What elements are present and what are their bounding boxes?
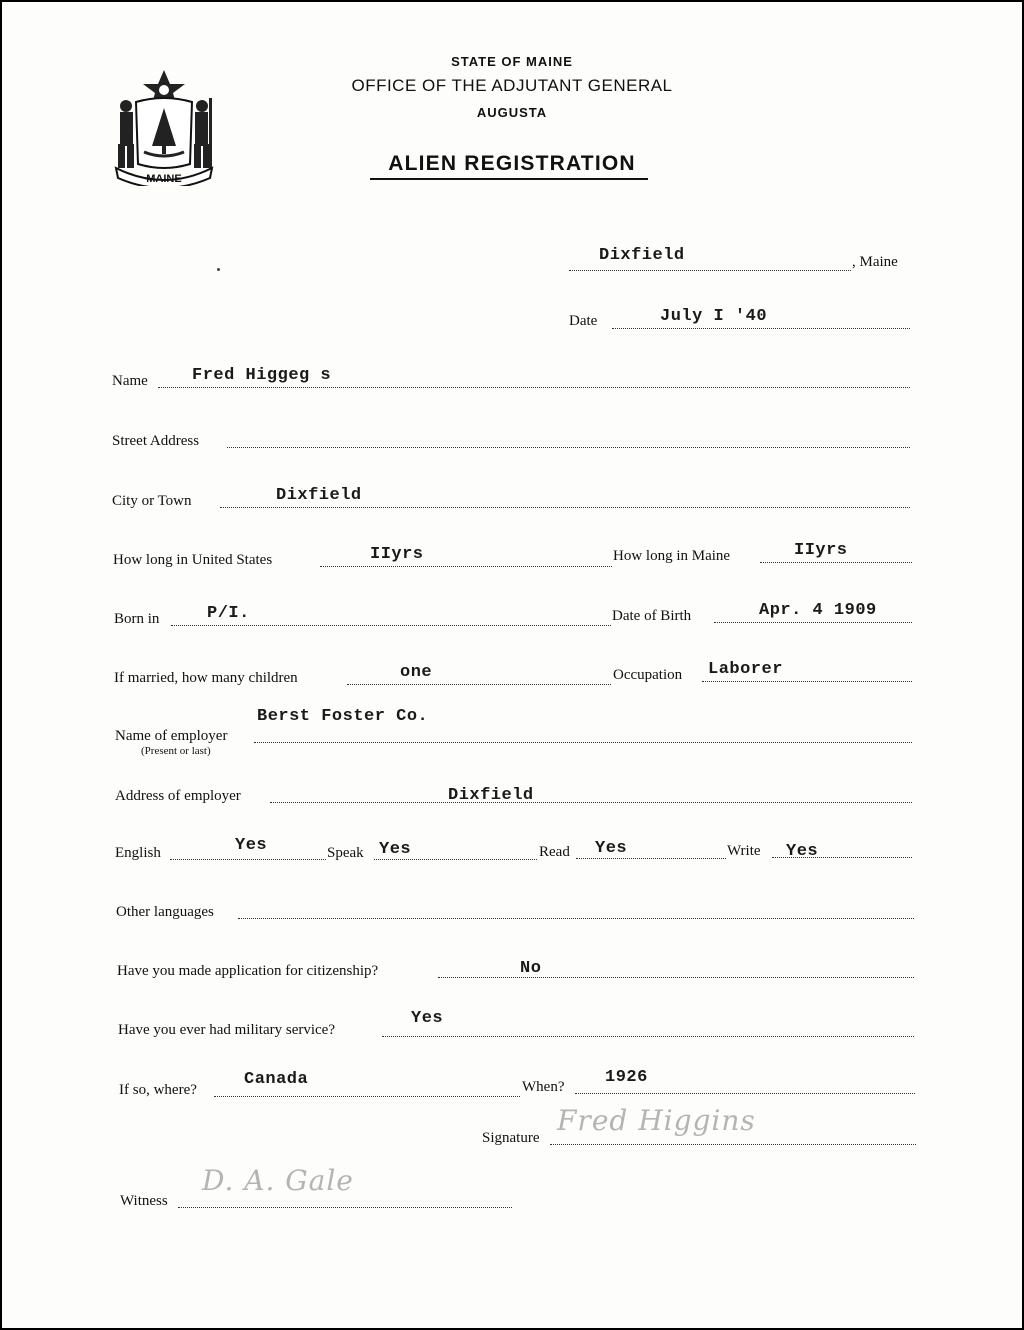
speck	[217, 268, 220, 271]
witness-label: Witness	[120, 1193, 168, 1209]
city-label: City or Town	[112, 493, 192, 509]
read-value: Yes	[595, 839, 628, 858]
how-long-us-line	[320, 566, 612, 567]
how-long-us-label: How long in United States	[113, 552, 273, 568]
children-value: one	[400, 663, 433, 682]
read-label: Read	[539, 844, 570, 860]
header-state: STATE OF MAINE	[451, 54, 573, 69]
header-office: OFFICE OF THE ADJUTANT GENERAL	[351, 76, 673, 95]
name-line	[158, 387, 910, 388]
how-long-maine-line	[760, 562, 912, 563]
where-label: If so, where?	[119, 1082, 197, 1098]
english-line	[170, 859, 326, 860]
dob-line	[714, 622, 912, 623]
where-line	[214, 1096, 520, 1097]
when-label: When?	[522, 1079, 565, 1095]
name-label: Name	[112, 373, 148, 389]
write-label: Write	[727, 843, 761, 859]
form-title: ALIEN REGISTRATION	[388, 152, 636, 175]
born-in-label: Born in	[114, 611, 160, 627]
city-value: Dixfield	[276, 486, 362, 505]
place-value: Dixfield	[599, 246, 685, 265]
occupation-value: Laborer	[708, 660, 783, 679]
citizenship-label: Have you made application for citizenship?	[117, 963, 379, 979]
street-label: Street Address	[112, 433, 200, 449]
military-line	[382, 1036, 914, 1037]
signature-handwriting: Fred Higgins	[557, 1104, 756, 1137]
employer-value: Berst Foster Co.	[257, 707, 429, 726]
speak-value: Yes	[379, 840, 412, 859]
military-label: Have you ever had military service?	[118, 1022, 335, 1038]
employer-sublabel: (Present or last)	[141, 745, 211, 757]
citizenship-value: No	[520, 959, 542, 978]
employer-address-value: Dixfield	[448, 786, 534, 805]
military-value: Yes	[411, 1009, 444, 1028]
employer-address-label: Address of employer	[115, 788, 241, 804]
title-underline	[370, 178, 648, 180]
signature-line	[550, 1144, 916, 1145]
citizenship-line	[438, 977, 914, 978]
how-long-maine-label: How long in Maine	[613, 548, 731, 564]
date-label: Date	[569, 313, 598, 329]
employer-label: Name of employer	[115, 728, 228, 744]
other-languages-label: Other languages	[116, 904, 214, 920]
speak-label: Speak	[327, 845, 364, 861]
write-value: Yes	[786, 842, 819, 861]
date-value: July I '40	[660, 307, 768, 326]
witness-handwriting: D. A. Gale	[202, 1164, 354, 1197]
born-in-value: P/I.	[207, 604, 250, 623]
date-line	[612, 328, 910, 329]
when-value: 1926	[605, 1068, 648, 1087]
header-city: AUGUSTA	[476, 105, 548, 120]
street-line	[227, 447, 910, 448]
when-line	[575, 1093, 915, 1094]
children-line	[347, 684, 611, 685]
city-line	[220, 507, 910, 508]
name-value: Fred Higgeg s	[192, 366, 332, 385]
employer-line	[254, 742, 912, 743]
other-languages-line	[238, 918, 914, 919]
signature-label: Signature	[482, 1130, 540, 1146]
dob-label: Date of Birth	[612, 608, 692, 624]
where-value: Canada	[244, 1070, 309, 1089]
english-label: English	[115, 845, 161, 861]
place-line	[569, 270, 851, 271]
children-label: If married, how many children	[114, 670, 298, 686]
employer-address-line	[270, 802, 912, 803]
how-long-maine-value: IIyrs	[794, 541, 848, 560]
seal-motto: MAINE	[146, 173, 182, 185]
dob-value: Apr. 4 1909	[759, 601, 877, 620]
occupation-label: Occupation	[613, 667, 683, 683]
born-in-line	[171, 625, 611, 626]
occupation-line	[702, 681, 912, 682]
witness-line	[178, 1207, 512, 1208]
how-long-us-value: IIyrs	[370, 545, 424, 564]
read-line	[576, 858, 726, 859]
speak-line	[374, 859, 537, 860]
english-value: Yes	[235, 836, 268, 855]
place-suffix: , Maine	[852, 254, 898, 270]
